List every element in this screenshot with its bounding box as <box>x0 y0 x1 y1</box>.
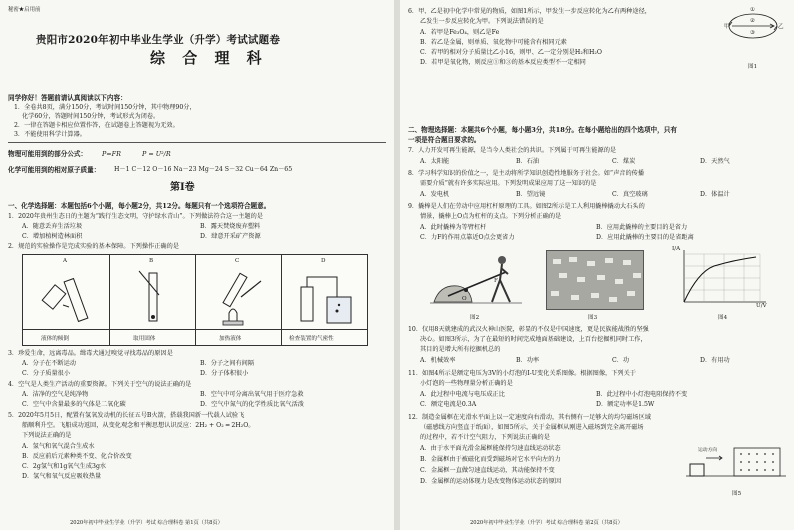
q6-option-a: A．若甲是Fe₃O₄，则乙是Fe <box>420 29 500 36</box>
fig2-force-label: F <box>494 278 498 284</box>
q8-option-c: C．真空玻璃 <box>612 191 648 198</box>
q6-option-c: C．若甲的相对分子质量比乙小16，则甲、乙一定分别是H₂和H₂O <box>420 49 602 56</box>
question-6-line-1: 6．甲、乙是初中化学中常见的物质，如图1所示，甲发生一步反应转化为乙有两种途径， <box>408 8 651 15</box>
formula-2: P = U²/R <box>142 150 171 158</box>
fig1-arrow-1: ① <box>750 7 756 13</box>
figure-3-excavator-photo <box>546 250 644 310</box>
notice-line-2: 化学60分，答题时间150分钟，考试形式为闭卷。 <box>22 113 160 120</box>
notice-head: 同学你好！答题前请认真阅读以下内容： <box>8 94 127 102</box>
q5-option-a: A．氢气和氧气混合生成水 <box>22 443 95 450</box>
question-5-line-1: 5．2020年5月5日，配置有氢氧发动机的长征五号B火箭，搭载我国新一代载人试验飞 <box>8 412 245 419</box>
q8-option-d: D．体温计 <box>700 191 730 198</box>
q3-option-d: D．分子体积很小 <box>200 370 249 377</box>
q5-option-b: B．反应前后元素种类不变、化合价改变 <box>22 453 132 460</box>
q3-option-a: A．分子在不断运动 <box>22 360 76 367</box>
q9-option-c: C．力F的作用点靠近O点会更省力 <box>420 234 515 241</box>
fig4-x-axis-label: U/V <box>756 303 767 309</box>
question-12-line-3: 的过程中，若不计空气阻力，下列说法正确的是 <box>420 434 550 441</box>
q2-caption-c: 加热液体 <box>219 336 242 342</box>
q6-option-b: B．若乙是金属，则单质、氧化物中可能含有相同元素 <box>420 39 567 46</box>
q1-option-c: C．增加植树造林面积 <box>22 233 83 240</box>
airtightness-check-illustration <box>291 267 361 327</box>
section-1-heading: 一、化学选择题：本题包括6个小题，每小题2分，共12分。每题只有一个选项符合题意。 <box>8 202 271 210</box>
q9-option-d: D．应用此撬棒的主要目的是省距离 <box>596 234 694 241</box>
question-10-line-2: 决心。如图3所示，为了在最短的时间完成地面基础建设，上百台挖掘机同时工作， <box>420 336 647 343</box>
q3-option-c: C．分子质量很小 <box>22 370 71 377</box>
liquid-pouring-illustration <box>33 267 103 327</box>
mass-label: 化学可能用到的相对原子质量： <box>8 166 101 174</box>
q2-label-d: D <box>321 258 326 264</box>
question-4: 4．空气是人类生产活动的重要资源。下列关于空气的说法正确的是 <box>8 381 192 388</box>
q9-option-a: A．此时撬棒为等臂杠杆 <box>420 224 487 231</box>
question-8-line-1: 8．学习科学知识的价值之一，是主动将所学知识创造性地服务于社会。如“声音的传播 <box>408 170 645 177</box>
section-2-heading-2: 一项是符合题目要求的。 <box>408 136 481 144</box>
q11-option-c: C．额定电流是0.3A <box>420 401 477 408</box>
q6-option-d: D．若甲是氧化物，则反应①和③的基本反应类型不一定相同 <box>420 59 586 66</box>
fig2-label: 图2 <box>470 315 480 321</box>
fig2-pivot-label: O <box>462 296 467 302</box>
q12-option-a: A．由于水平面光滑金属框能保持匀速直线运动状态 <box>420 445 561 452</box>
question-6-line-2: 乙发生一步反应转化为甲。下列说法错误的是 <box>420 18 544 25</box>
fig1-node-b: 乙 <box>778 24 784 30</box>
solid-taking-illustration <box>119 267 189 327</box>
q3-option-b: B．分子之间有间隔 <box>200 360 255 367</box>
question-12-line-1: 12．制造金属框在光滑水平面上以一定速度向右滑动，其右侧有一足够大的均匀磁场区域 <box>408 414 651 421</box>
exam-subject: 综 合 理 科 <box>150 49 268 67</box>
page-1 <box>0 0 394 530</box>
q10-option-d: D．有用功 <box>700 357 730 364</box>
page-2-footer: 2020年初中毕业生学业（升学）考试 综合理科卷 第2页（共8页） <box>470 520 623 526</box>
q12-option-d: D．金属框的运动体现力是改变物体运动状态的原因 <box>420 478 562 485</box>
secret-mark: 秘密★启用前 <box>8 7 41 13</box>
q4-option-a: A．洁净的空气是纯净物 <box>22 391 89 398</box>
question-9-line-2: 情景，撬棒上O点为杠杆的支点。下列分析正确的是 <box>420 213 562 220</box>
fig1-arrow-2: ② <box>750 18 756 24</box>
q12-option-b: B．金属框由于被磁化而受到磁场对它水平向左的力 <box>420 456 561 463</box>
fig4-y-axis-label: I/A <box>672 246 681 252</box>
q10-option-c: C．功 <box>612 357 630 364</box>
fig5-label: 图5 <box>732 491 742 497</box>
question-11-line-1: 11．如图4所示是额定电压为3V的小灯泡的I-U变化关系图像。根据图像，下列关于 <box>408 370 636 377</box>
q1-option-d: D．肆意开采矿产资源 <box>200 233 261 240</box>
question-5-line-2: 船顺利升空。飞船成功返回，从变化观念和平衡思想认识反应：2H₂ + O₂ ═ 2H₂O。 <box>22 422 255 429</box>
q10-option-a: A．机械效率 <box>420 357 456 364</box>
q4-option-c: C．空气中含量最多的气体是二氧化碳 <box>22 401 126 408</box>
q2-figure-table <box>22 254 368 346</box>
exam-title: 贵阳市2020年初中毕业生学业（升学）考试试题卷 <box>36 34 281 46</box>
figure-4-iu-graph <box>670 246 770 310</box>
q4-option-d: D．空气中氮气的化学性质比氧气活泼 <box>200 401 304 408</box>
q12-option-c: C．金属框一直做匀速直线运动，其动能保持不变 <box>420 467 555 474</box>
q2-label-b: B <box>149 258 154 264</box>
question-3: 3．珍爱生命，远离毒品。缉毒犬通过嗅觉寻找毒品的原因是 <box>8 350 173 357</box>
q2-caption-a: 液体的倾倒 <box>41 336 69 342</box>
question-2: 2．规范的实验操作是完成实验的基本保障。下列操作正确的是 <box>8 243 179 250</box>
fig1-label: 图1 <box>748 64 758 70</box>
page-2 <box>400 0 794 530</box>
formula-label: 物理可能用到的部分公式： <box>8 150 88 158</box>
page-1-footer: 2020年初中毕业生学业（升学）考试 综合理科卷 第1页（共8页） <box>70 520 223 526</box>
fig1-node-a: 甲 <box>724 24 730 30</box>
q11-option-b: B．此过程中小灯泡电阻保持不变 <box>596 391 688 398</box>
q7-option-d: D．天然气 <box>700 158 730 165</box>
q2-caption-d: 检查装置的气密性 <box>289 336 334 342</box>
question-10-line-3: 其目的是增大所有挖掘机总的 <box>420 346 501 353</box>
q4-option-b: B．空气中可分离出氧气用于医疗急救 <box>200 391 304 398</box>
q10-option-b: B．功率 <box>516 357 540 364</box>
liquid-heating-illustration <box>205 267 275 327</box>
figure-2-lever-illustration <box>430 250 522 308</box>
section-2-heading-1: 二、物理选择题：本题共6个小题，每小题3分，共18分。在每小题给出的四个选项中，只有 <box>408 126 677 134</box>
notice-line-4: 3．不能使用科学计算器。 <box>14 131 86 138</box>
fig5-direction-label: 运动方向 <box>698 448 718 453</box>
formula-1: P=FR <box>102 150 121 158</box>
q1-option-a: A．随意丢弃生活垃圾 <box>22 223 83 230</box>
q8-option-a: A．发电机 <box>420 191 450 198</box>
q11-option-a: A．此过程中电流与电压成正比 <box>420 391 505 398</box>
question-7: 7．人力开发可再生能源，是当今人类社会的共识。下列属于可再生能源的是 <box>408 147 617 154</box>
q7-option-b: B．石油 <box>516 158 540 165</box>
question-5-line-3: 下列说法正确的是 <box>22 432 72 439</box>
question-9-line-1: 9．撬棒是人们在劳动中应用杠杆原理的工具。如图2所示是工人利用撬棒撬动大石头的 <box>408 203 645 210</box>
q9-option-b: B．应用此撬棒的主要目的是省力 <box>596 224 688 231</box>
question-8-line-2: 需要介质”就有许多实际应用。下列发明成果应用了这一知识的是 <box>420 180 597 187</box>
q7-option-c: C．煤炭 <box>612 158 636 165</box>
q2-label-a: A <box>63 258 68 264</box>
fig1-arrow-3: ③ <box>750 30 756 36</box>
fig3-label: 图3 <box>588 315 598 321</box>
part-1-heading: 第Ⅰ卷 <box>170 182 195 193</box>
notice-line-3: 2．一律在答题卡相应位置作答，在试题卷上答题视为无效。 <box>14 122 179 129</box>
question-12-line-2: （磁感线方向竖直于纸面），如图5所示，关于金属框从刚进入磁场到完全离开磁场 <box>420 424 644 431</box>
fig4-label: 图4 <box>718 315 728 321</box>
q5-option-d: D．氢气和氧气反应吸收热量 <box>22 473 102 480</box>
q2-label-c: C <box>235 258 240 264</box>
q1-option-b: B．露天焚烧废弃塑料 <box>200 223 261 230</box>
q2-caption-b: 取用固体 <box>133 336 156 342</box>
q11-option-d: D．额定功率是1.5W <box>596 401 655 408</box>
q7-option-a: A．太阳能 <box>420 158 450 165</box>
q8-option-b: B．望远镜 <box>516 191 546 198</box>
question-11-line-2: 小灯泡的一些物理量分析正确的是 <box>420 380 513 387</box>
question-1: 1．2020年贵州生态日的主题为“践行生态文明，守护绿水青山”。下列做法符合这一主题的是 <box>8 213 263 220</box>
q5-option-c: C．2g氢气和1g氧气生成3g水 <box>22 463 107 470</box>
notice-line-1: 1．全卷共8页，满分150分，考试时间150分钟，其中物理90分， <box>14 104 196 111</box>
question-10-line-1: 10．仅用8天就建成的武汉火神山医院，彰显的不仅是中国速度，更是民族能战胜的坚强 <box>408 326 649 333</box>
mass-values: H－1 C－12 O－16 Na－23 Mg－24 S－32 Cu－64 Zn－65 <box>114 166 293 173</box>
divider <box>8 142 386 143</box>
